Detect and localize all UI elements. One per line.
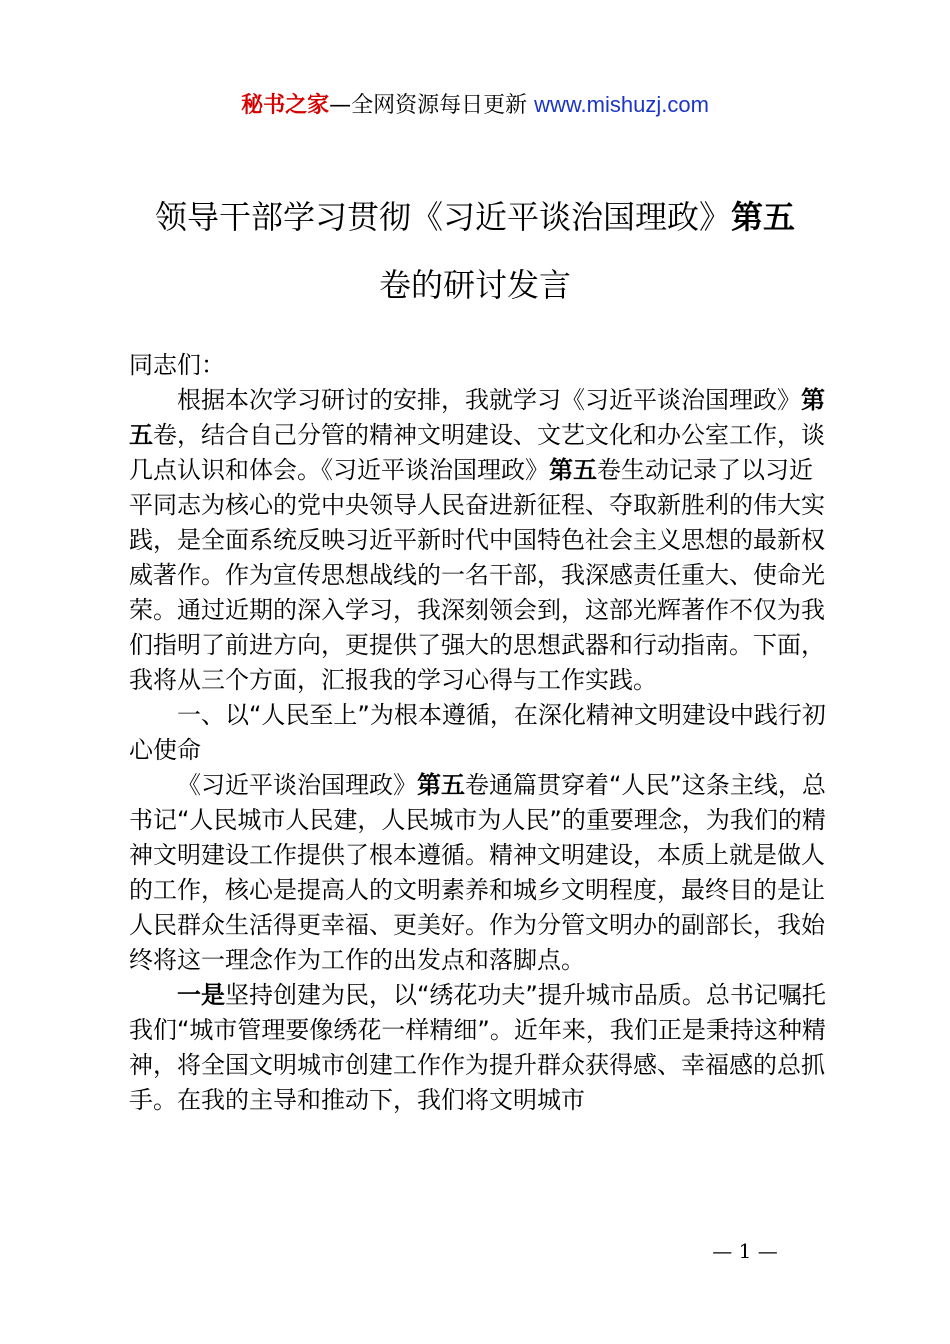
salutation: 同志们： [129,351,225,379]
page-number: — 1 — [712,1239,778,1263]
title-line-2: 卷的研讨发言 [378,266,571,304]
paragraph-intro-text-3: 卷生动记录了以习近平同志为核心的党中央领导人民奋进新征程、夺取新胜利的伟大实践，是全面系统反映习近平新时代中国特色社会主义思想的最新权威著作。作为宣传思想战线的一名干部，我深感责任重大、使命光荣。通过近期的深入学习，我深刻领会到，这部光辉著作不仅为我们指明了前进方向，更提供了强大的思想武器和行动指南。下面，我将从三个方面，汇报我的学习心得与工作实践。 [129,456,825,694]
title-line-1-text: 领导干部学习贯彻《习近平谈治国理政》 [154,198,731,236]
brand-name: 秘书之家 [241,93,330,118]
header-tagline: —全网资源每日更新 [329,93,535,118]
site-url[interactable]: www.mishuzj.com [534,92,709,117]
paragraph-intro-text-2: 卷，结合自己分管的精神文明建设、文艺文化和办公室工作，谈几点认识和体会。《习近平谈治国理政》 [129,421,825,484]
paragraph-point-1-text: 坚持创建为民，以“绣花功夫”提升城市品质。总书记嘱托我们“城市管理要像绣花一样精细”。近年来，我们正是秉持这种精神，将全国文明城市创建工作作为提升群众获得感、幸福感的总抓手。在我的主导和推动下，我们将文明城市 [129,981,826,1114]
volume-bold: 第五 [417,771,465,799]
document-title [0,183,950,319]
section-heading-1: 一、以“人民至上”为根本遵循，在深化精神文明建设中践行初心使命 [129,701,826,764]
paragraph-section-1 [129,768,829,978]
point-label-bold: 一是 [177,981,225,1009]
site-header [0,88,950,123]
title-volume-bold: 第五 [731,198,796,236]
paragraph-intro-text-1: 根据本次学习研讨的安排，我就学习《习近平谈治国理政》 [177,386,801,414]
paragraph-section-1-text-2: 卷通篇贯穿着“人民”这条主线，总书记“人民城市人民建，人民城市为人民”的重要理念，为我们的精神文明建设工作提供了根本遵循。精神文明建设，本质上就是做人的工作，核心是提高人的文明素养和城乡文明程度，最终目的是让人民群众生活得更幸福、更美好。作为分管文明办的副部长，我始终将这一理念作为工作的出发点和落脚点。 [129,771,826,974]
volume-bold: 第五 [129,386,825,449]
paragraph-intro [129,383,829,698]
document-body [129,348,829,1118]
title-line-1 [0,183,950,251]
paragraph-point-1 [129,978,829,1118]
paragraph-section-1-text-1: 《习近平谈治国理政》 [177,771,417,799]
volume-bold: 第五 [549,456,597,484]
